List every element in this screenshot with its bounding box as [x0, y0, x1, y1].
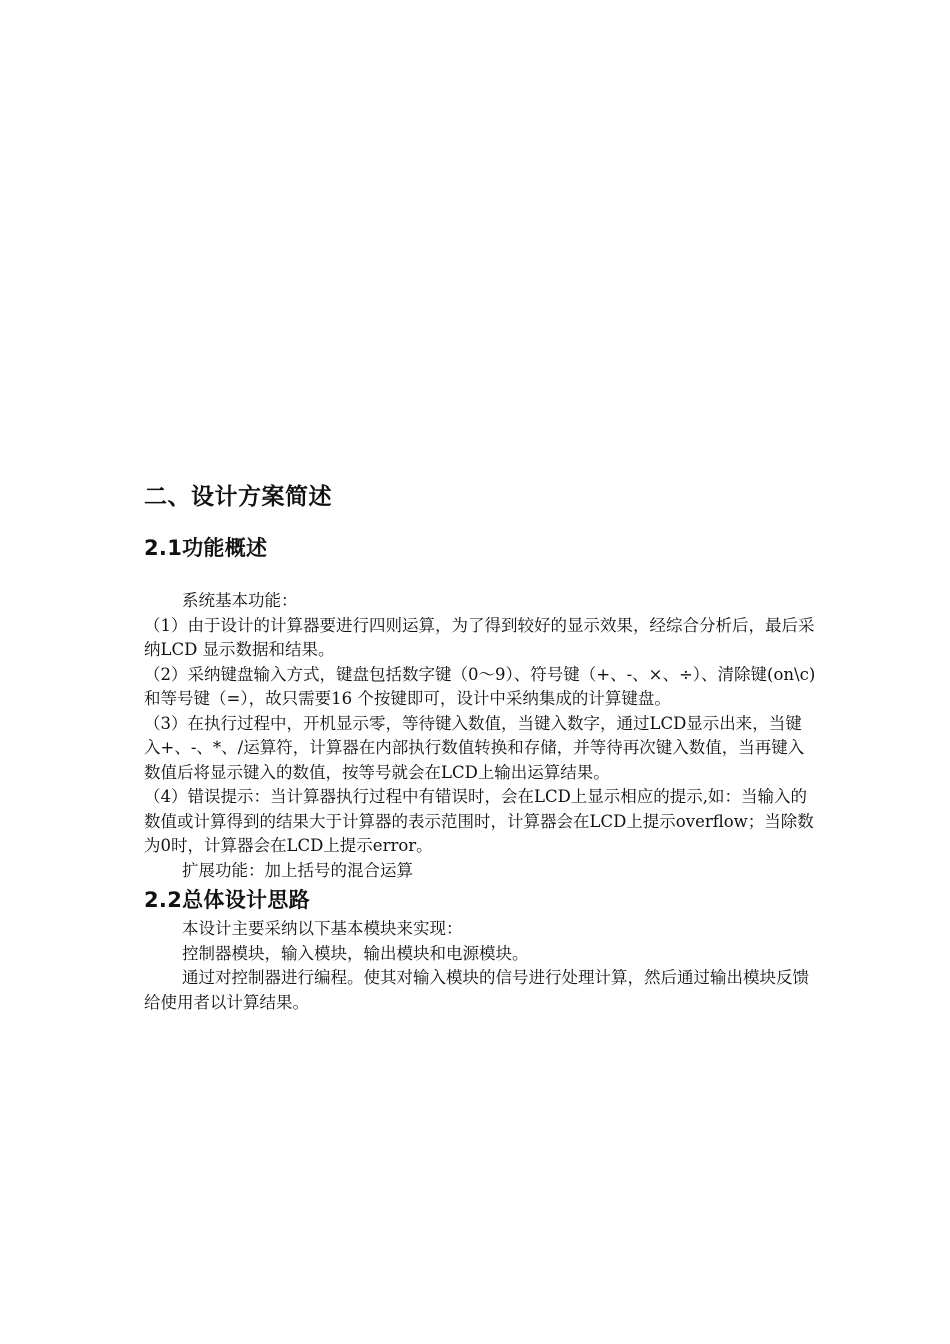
- list-item-function-2: （2）采纳键盘输入方式，键盘包括数字键（0～9）、符号键（+、-、×、÷）、清除键(on\c)和等号键（=），故只需要16 个按键即可，设计中采纳集成的计算键盘。: [144, 664, 816, 708]
- section-heading: 二、设计方案简述: [144, 484, 332, 510]
- subsection-heading-overall-design: 2.2总体设计思路: [144, 888, 310, 912]
- subsection-heading-function-overview: 2.1功能概述: [144, 536, 268, 560]
- list-item-function-1: （1）由于设计的计算器要进行四则运算，为了得到较好的显示效果，经综合分析后，最后采纳LCD 显示数据和结果。: [144, 615, 815, 659]
- document-content: [144, 478, 816, 1015]
- list-item-function-3: （3）在执行过程中，开机显示零，等待键入数值，当键入数字，通过LCD显示出来，当键入+、-、*、/运算符，计算器在内部执行数值转换和存储，并等待再次键入数值，当再键入数值后将显示键入的数值，按等号就会在LCD上输出运算结果。: [144, 713, 805, 782]
- paragraph-programming-approach: 通过对控制器进行编程。使其对输入模块的信号进行处理计算，然后通过输出模块反馈给使用者以计算结果。: [144, 968, 809, 1012]
- paragraph-extension-functions: 扩展功能：加上括号的混合运算: [182, 860, 413, 880]
- paragraph-module-list: 控制器模块，输入模块，输出模块和电源模块。: [182, 943, 529, 963]
- list-item-function-4: （4）错误提示：当计算器执行过程中有错误时，会在LCD上显示相应的提示,如：当输入的数值或计算得到的结果大于计算器的表示范围时，计算器会在LCD上提示overflow；当除数为0时，计算器会在LCD上提示error。: [144, 787, 814, 855]
- paragraph-design-modules-intro: 本设计主要采纳以下基本模块来实现：: [182, 919, 463, 938]
- paragraph-basic-functions-intro: 系统基本功能：: [182, 591, 298, 610]
